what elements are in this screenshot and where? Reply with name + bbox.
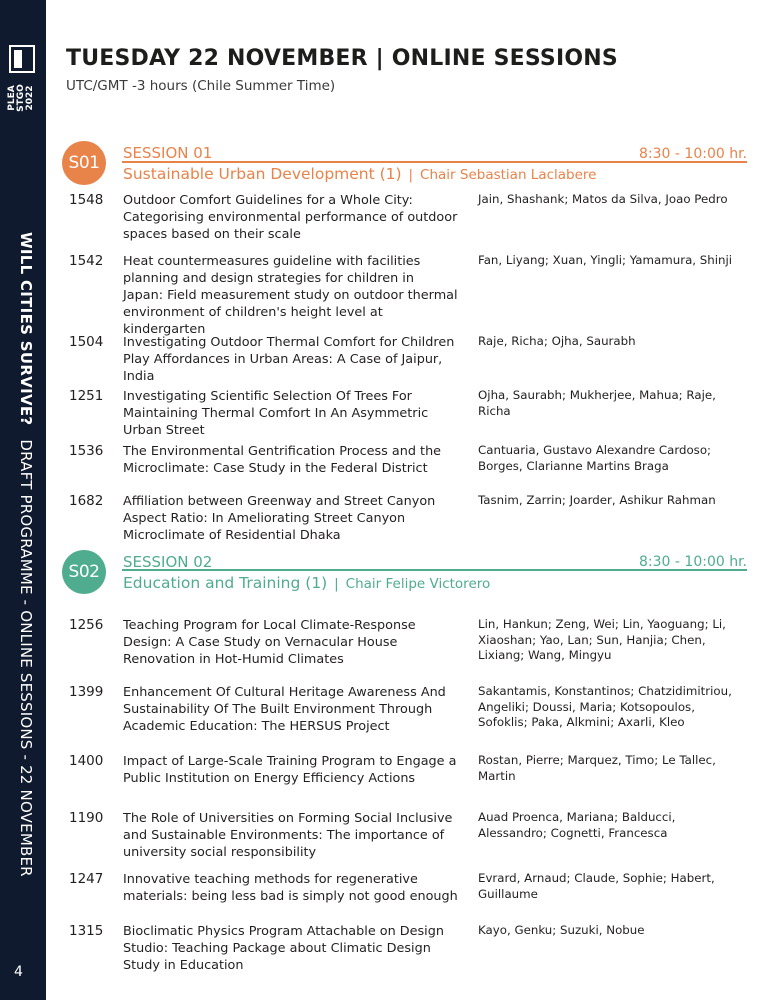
sidebar-title-bold: WILL CITIES SURVIVE? xyxy=(17,232,35,426)
paper-id: 1315 xyxy=(69,923,104,939)
session-time: 8:30 - 10:00 hr. xyxy=(639,146,747,162)
page-subtitle: UTC/GMT -3 hours (Chile Summer Time) xyxy=(66,78,336,94)
paper-id: 1400 xyxy=(69,753,104,769)
session-title-separator: | xyxy=(334,576,339,592)
session-title xyxy=(123,574,490,592)
logo-line: 2022 xyxy=(25,85,35,111)
page-title: TUESDAY 22 NOVEMBER | ONLINE SESSIONS xyxy=(66,46,618,71)
paper-authors: Auad Proenca, Mariana; Balducci, Alessandro; Cognetti, Francesca xyxy=(478,810,676,840)
session-title xyxy=(123,165,596,183)
paper-title: Enhancement Of Cultural Heritage Awareness And Sustainability Of The Built Environment Through Academic Education: The HERSUS Project xyxy=(123,685,446,734)
session-time: 8:30 - 10:00 hr. xyxy=(639,554,747,570)
sidebar xyxy=(0,0,46,1000)
paper-title: Heat countermeasures guideline with facilities planning and design strategies for children in Japan: Field measurement study on outdoor thermal environment of children's height level at kindergarten xyxy=(123,254,458,337)
paper-title: The Environmental Gentrification Process and the Microclimate: Case Study in the Federal District xyxy=(123,444,442,476)
paper-id: 1247 xyxy=(69,871,104,887)
paper-authors: Cantuaria, Gustavo Alexandre Cardoso; Borges, Clarianne Martins Braga xyxy=(478,443,712,473)
paper-authors: Raje, Richa; Ojha, Saurabh xyxy=(478,334,636,348)
paper-title: Teaching Program for Local Climate-Response Design: A Case Study on Vernacular House Renovation in Hot-Humid Climates xyxy=(123,618,416,667)
paper-authors: Evrard, Arnaud; Claude, Sophie; Habert, Guillaume xyxy=(478,871,715,901)
paper-title: The Role of Universities on Forming Social Inclusive and Sustainable Environments: The importance of university social responsibility xyxy=(123,811,453,860)
paper-title: Affiliation between Greenway and Street Canyon Aspect Ratio: In Ameliorating Street Canyon Microclimate of Residential Dhaka xyxy=(123,494,436,543)
paper-authors: Jain, Shashank; Matos da Silva, Joao Pedro xyxy=(478,192,728,206)
session-title-separator: | xyxy=(408,167,414,183)
paper-title: Investigating Scientific Selection Of Trees For Maintaining Thermal Comfort In An Asymmetric Urban Street xyxy=(123,389,429,438)
paper-title: Bioclimatic Physics Program Attachable on Design Studio: Teaching Package about Climatic Design Study in Education xyxy=(123,924,444,973)
plea-logo-icon xyxy=(9,45,35,73)
paper-title: Innovative teaching methods for regenerative materials: being less bad is simply not good enough xyxy=(123,872,458,904)
paper-authors: Ojha, Saurabh; Mukherjee, Mahua; Raje, Richa xyxy=(478,388,716,418)
session-chair: Chair Sebastian Laclabere xyxy=(420,167,597,183)
paper-id: 1536 xyxy=(69,443,104,459)
paper-id: 1251 xyxy=(69,388,104,404)
paper-authors: Tasnim, Zarrin; Joarder, Ashikur Rahman xyxy=(478,493,716,507)
session-chair: Chair Felipe Victorero xyxy=(345,576,491,592)
page-number: 4 xyxy=(14,964,23,980)
session-title-text: Sustainable Urban Development (1) xyxy=(123,165,402,183)
paper-title: Outdoor Comfort Guidelines for a Whole City: Categorising environmental performance of outdoor spaces based on their scale xyxy=(123,193,458,242)
session-title-text: Education and Training (1) xyxy=(123,574,328,592)
paper-id: 1190 xyxy=(69,810,104,826)
paper-authors: Kayo, Genku; Suzuki, Nobue xyxy=(478,923,645,937)
session-label: SESSION 02 xyxy=(123,553,213,571)
logo-line: PLEA xyxy=(7,85,17,111)
paper-authors: Sakantamis, Konstantinos; Chatzidimitriou, Angeliki; Doussi, Maria; Kotsopoulos, Sofoklis; Paka, Alkmini; Axarli, Kleo xyxy=(478,684,732,729)
paper-authors: Fan, Liyang; Xuan, Yingli; Yamamura, Shinji xyxy=(478,253,733,267)
logo-line: STGO xyxy=(16,84,26,112)
paper-title: Impact of Large-Scale Training Program to Engage a Public Institution on Energy Efficiency Actions xyxy=(123,754,457,786)
session-label: SESSION 01 xyxy=(123,144,213,162)
paper-id: 1256 xyxy=(69,617,104,633)
sidebar-title-light: DRAFT PROGRAMME - ONLINE SESSIONS - 22 NOVEMBER xyxy=(17,439,35,877)
paper-title: Investigating Outdoor Thermal Comfort for Children Play Affordances in Urban Areas: A Case of Jaipur, India xyxy=(123,335,455,384)
paper-authors: Lin, Hankun; Zeng, Wei; Lin, Yaoguang; Li, Xiaoshan; Yao, Lan; Sun, Hanjia; Chen, Lixiang; Wang, Mingyu xyxy=(478,617,726,662)
paper-id: 1542 xyxy=(69,253,104,269)
session-badge: S02 xyxy=(62,550,106,594)
paper-authors: Rostan, Pierre; Marquez, Timo; Le Tallec, Martin xyxy=(478,753,716,783)
paper-id: 1399 xyxy=(69,684,104,700)
session-badge: S01 xyxy=(62,141,106,185)
paper-id: 1548 xyxy=(69,192,104,208)
paper-id: 1682 xyxy=(69,493,104,509)
paper-id: 1504 xyxy=(69,334,104,350)
